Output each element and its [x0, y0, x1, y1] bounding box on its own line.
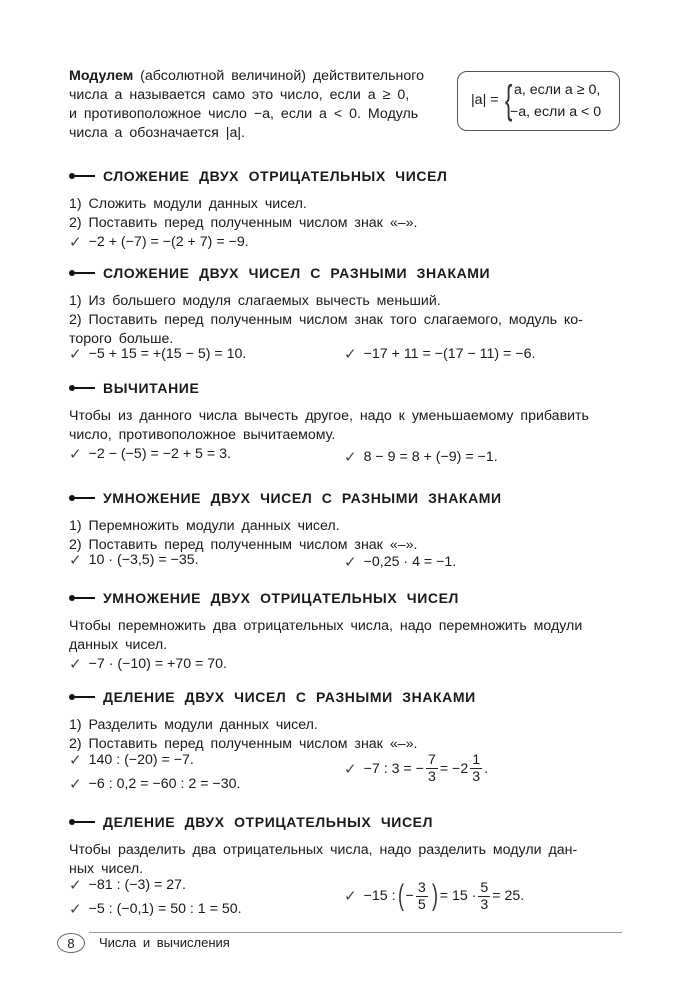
term-modulus: Модулем	[69, 68, 134, 84]
fraction-example: ✓ −7 : 3 = − $\frac{7}{3}$ = −2 $\frac{1}{3}$ .	[344, 752, 489, 785]
fraction: $\frac{7}{3}$	[427, 752, 436, 785]
checkmark-icon: ✓	[69, 776, 82, 793]
checkmark-icon: ✓	[69, 234, 82, 251]
fraction: $\frac{5}{3}$	[480, 879, 489, 913]
section-multiplying-negatives: УМНОЖЕНИЕ ДВУХ ОТРИЦАТЕЛЬНЫХ ЧИСЕЛ Чтобы перемножить два отрицательных числа, надо перемножить модули данных чисел. ✓ −7 · (−10) = +70 = 70.	[69, 590, 583, 673]
checkmark-icon: ✓	[344, 346, 357, 363]
bullet-pin-icon	[69, 385, 95, 391]
example: ✓ 10 · (−3,5) = −35.	[69, 552, 199, 569]
formula-case-2: −a, если a < 0	[510, 104, 602, 120]
section-subtraction: ВЫЧИТАНИЕ Чтобы из данного числа вычесть другое, надо к уменьшаемому прибавить число, противоположное вычитаемому. ✓ −2 − (−5) = −2 + 5 = 3. ✓ 8 − 9 = 8 + (−9) = −1.	[69, 380, 589, 466]
example: ✓ 140 : (−20) = −7.	[69, 752, 194, 769]
bullet-pin-icon	[69, 270, 95, 276]
page-number: 8	[57, 933, 85, 953]
checkmark-icon: ✓	[69, 346, 82, 363]
modulus-definition-text: Модулем (абсолютной величиной) действительного числа a называется само это число, если a ≥ 0, и противоположное число −a, если a < 0. Модуль числа a обозначается |a|.	[69, 68, 424, 141]
section-heading: СЛОЖЕНИЕ ДВУХ ОТРИЦАТЕЛЬНЫХ ЧИСЕЛ	[69, 165, 622, 187]
example: ✓ 8 − 9 = 8 + (−9) = −1.	[344, 449, 498, 466]
example: ✓ −5 + 15 = +(15 − 5) = 10.	[69, 346, 247, 363]
fraction-example: ✓ −15 : ( − $\frac{3}{5}$ ) = 15 · $\frac{5}{3}$ = 25.	[344, 879, 525, 913]
modulus-formula-box	[457, 71, 620, 131]
right-paren-icon: )	[431, 879, 438, 912]
bullet-pin-icon	[69, 595, 95, 601]
section-dividing-negatives: ДЕЛЕНИЕ ДВУХ ОТРИЦАТЕЛЬНЫХ ЧИСЕЛ Чтобы разделить два отрицательных числа, надо разделить модули дан- ных чисел. ✓ −81 : (−3) = 27. ✓ −5 : (−0,1) = 50 : 1 = 50. ✓ −15 : ( − $\frac{3}{5}$ ) = 15 · $\frac{5}{3}$ = 25.	[69, 814, 578, 918]
bullet-pin-icon	[69, 495, 95, 501]
footer-chapter-title: Числа и вычисления	[99, 935, 230, 950]
checkmark-icon: ✓	[69, 901, 82, 918]
checkmark-icon: ✓	[344, 888, 357, 905]
example: ✓ −6 : 0,2 = −60 : 2 = −30.	[69, 776, 241, 793]
fraction: $\frac{1}{3}$	[472, 752, 481, 785]
checkmark-icon: ✓	[344, 760, 357, 778]
example: ✓ −2 − (−5) = −2 + 5 = 3.	[69, 446, 231, 463]
checkmark-icon: ✓	[344, 449, 357, 466]
fraction: $\frac{3}{5}$	[417, 879, 426, 913]
example: ✓ −2 + (−7) = −(2 + 7) = −9.	[69, 234, 249, 251]
curly-brace-icon: {	[505, 78, 513, 122]
bullet-pin-icon	[69, 694, 95, 700]
formula-lhs: |a| =	[471, 92, 499, 108]
checkmark-icon: ✓	[69, 446, 82, 463]
bullet-pin-icon	[69, 173, 95, 179]
example: ✓ −0,25 · 4 = −1.	[344, 554, 457, 571]
section-adding-different-signs: СЛОЖЕНИЕ ДВУХ ЧИСЕЛ С РАЗНЫМИ ЗНАКАМИ 1) Из большего модуля слагаемых вычесть меньший. 2) Поставить перед полученным числом знак того слагаемого, модуль ко- торого больше. ✓ −5 + 15 = +(15 − 5) = 10. ✓ −17 + 11 = −(17 − 11) = −6.	[69, 265, 583, 363]
formula-case-1: a, если a ≥ 0,	[514, 82, 601, 98]
example: ✓ −17 + 11 = −(17 − 11) = −6.	[344, 346, 536, 363]
checkmark-icon: ✓	[344, 554, 357, 571]
section-dividing-different-signs: ДЕЛЕНИЕ ДВУХ ЧИСЕЛ С РАЗНЫМИ ЗНАКАМИ 1) Разделить модули данных чисел. 2) Поставить перед полученным числом знак «–». ✓ 140 : (−20) = −7. ✓ −6 : 0,2 = −60 : 2 = −30. ✓ −7 : 3 = − $\frac{7}{3}$ = −2 $\frac{1}{3}$ .	[69, 689, 489, 793]
bullet-pin-icon	[69, 819, 95, 825]
example: ✓ −81 : (−3) = 27.	[69, 877, 186, 894]
section-adding-negatives: СЛОЖЕНИЕ ДВУХ ОТРИЦАТЕЛЬНЫХ ЧИСЕЛ 1) Сложить модули данных чисел. 2) Поставить перед полученным числом знак «–». ✓ −2 + (−7) = −(2 + 7) = −9.	[69, 165, 622, 233]
footer-divider	[89, 932, 622, 933]
example: ✓ −5 : (−0,1) = 50 : 1 = 50.	[69, 901, 242, 918]
left-paren-icon: (	[397, 879, 404, 912]
checkmark-icon: ✓	[69, 752, 82, 769]
checkmark-icon: ✓	[69, 656, 82, 673]
checkmark-icon: ✓	[69, 877, 82, 894]
section-multiplying-different-signs: УМНОЖЕНИЕ ДВУХ ЧИСЕЛ С РАЗНЫМИ ЗНАКАМИ 1) Перемножить модули данных чисел. 2) Поставить перед полученным числом знак «–». ✓ 10 · (−3,5) = −35. ✓ −0,25 · 4 = −1.	[69, 490, 502, 571]
checkmark-icon: ✓	[69, 552, 82, 569]
example: ✓ −7 · (−10) = +70 = 70.	[69, 656, 228, 673]
